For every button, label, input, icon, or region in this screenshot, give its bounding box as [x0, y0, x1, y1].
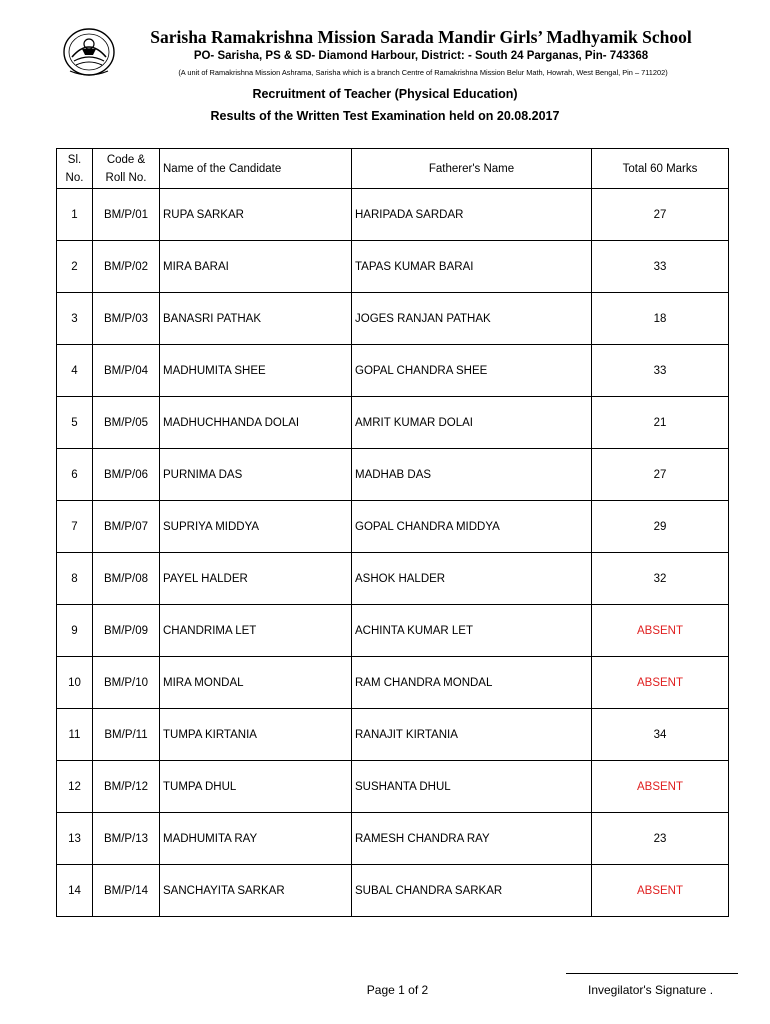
results-table	[56, 148, 729, 917]
cell-sl-no: 7	[57, 501, 93, 553]
cell-father-name: AMRIT KUMAR DOLAI	[352, 397, 592, 449]
table-row	[57, 865, 729, 917]
school-emblem-icon	[62, 27, 116, 77]
cell-sl-no: 4	[57, 345, 93, 397]
table-row	[57, 553, 729, 605]
cell-roll-no: BM/P/13	[93, 813, 160, 865]
cell-roll-no: BM/P/08	[93, 553, 160, 605]
cell-father-name: GOPAL CHANDRA SHEE	[352, 345, 592, 397]
cell-total-marks: 27	[592, 189, 729, 241]
table-row	[57, 657, 729, 709]
cell-candidate-name: BANASRI PATHAK	[160, 293, 352, 345]
cell-roll-no: BM/P/03	[93, 293, 160, 345]
cell-roll-no: BM/P/12	[93, 761, 160, 813]
table-row	[57, 605, 729, 657]
table-row	[57, 397, 729, 449]
cell-roll-no: BM/P/04	[93, 345, 160, 397]
cell-sl-no: 5	[57, 397, 93, 449]
cell-total-marks: ABSENT	[592, 657, 729, 709]
cell-candidate-name: MADHUMITA RAY	[160, 813, 352, 865]
table-row	[57, 345, 729, 397]
table-row	[57, 293, 729, 345]
cell-total-marks: 33	[592, 345, 729, 397]
cell-candidate-name: MIRA BARAI	[160, 241, 352, 293]
cell-total-marks: 23	[592, 813, 729, 865]
cell-sl-no: 2	[57, 241, 93, 293]
cell-roll-no: BM/P/01	[93, 189, 160, 241]
header-father-name: Fatherer's Name	[352, 149, 592, 189]
cell-total-marks: 29	[592, 501, 729, 553]
cell-candidate-name: CHANDRIMA LET	[160, 605, 352, 657]
results-body	[57, 189, 729, 917]
signature-line	[566, 973, 738, 974]
cell-candidate-name: TUMPA KIRTANIA	[160, 709, 352, 761]
cell-father-name: GOPAL CHANDRA MIDDYA	[352, 501, 592, 553]
cell-roll-no: BM/P/09	[93, 605, 160, 657]
cell-father-name: JOGES RANJAN PATHAK	[352, 293, 592, 345]
header-code-line1: Code &	[106, 153, 146, 166]
page-number: Page 1 of 2	[366, 983, 429, 997]
cell-sl-no: 1	[57, 189, 93, 241]
cell-candidate-name: SANCHAYITA SARKAR	[160, 865, 352, 917]
cell-sl-no: 10	[57, 657, 93, 709]
cell-total-marks: 34	[592, 709, 729, 761]
cell-sl-no: 3	[57, 293, 93, 345]
cell-father-name: SUBAL CHANDRA SARKAR	[352, 865, 592, 917]
cell-father-name: RAM CHANDRA MONDAL	[352, 657, 592, 709]
cell-father-name: ACHINTA KUMAR LET	[352, 605, 592, 657]
cell-sl-no: 14	[57, 865, 93, 917]
cell-candidate-name: SUPRIYA MIDDYA	[160, 501, 352, 553]
cell-father-name: RAMESH CHANDRA RAY	[352, 813, 592, 865]
cell-sl-no: 13	[57, 813, 93, 865]
header-code-roll	[93, 149, 160, 189]
cell-candidate-name: MIRA MONDAL	[160, 657, 352, 709]
cell-roll-no: BM/P/02	[93, 241, 160, 293]
cell-roll-no: BM/P/05	[93, 397, 160, 449]
cell-sl-no: 11	[57, 709, 93, 761]
table-header-row	[57, 149, 729, 189]
cell-total-marks: ABSENT	[592, 605, 729, 657]
cell-candidate-name: MADHUCHHANDA DOLAI	[160, 397, 352, 449]
cell-candidate-name: PURNIMA DAS	[160, 449, 352, 501]
invigilator-signature-label: Invegilator's Signature .	[588, 983, 714, 997]
header-sl-line2: No.	[65, 171, 84, 184]
school-address: PO- Sarisha, PS & SD- Diamond Harbour, District: - South 24 Parganas, Pin- 743368	[193, 50, 649, 62]
header-candidate-name: Name of the Candidate	[160, 149, 352, 189]
cell-father-name: SUSHANTA DHUL	[352, 761, 592, 813]
table-row	[57, 501, 729, 553]
cell-sl-no: 12	[57, 761, 93, 813]
cell-father-name: MADHAB DAS	[352, 449, 592, 501]
cell-roll-no: BM/P/06	[93, 449, 160, 501]
cell-father-name: TAPAS KUMAR BARAI	[352, 241, 592, 293]
cell-total-marks: ABSENT	[592, 865, 729, 917]
cell-roll-no: BM/P/10	[93, 657, 160, 709]
table-row	[57, 709, 729, 761]
results-title: Results of the Written Test Examination held on 20.08.2017	[210, 109, 560, 123]
cell-sl-no: 9	[57, 605, 93, 657]
cell-roll-no: BM/P/14	[93, 865, 160, 917]
cell-father-name: HARIPADA SARDAR	[352, 189, 592, 241]
cell-total-marks: 33	[592, 241, 729, 293]
header-total-marks: Total 60 Marks	[592, 149, 729, 189]
cell-total-marks: 27	[592, 449, 729, 501]
table-row	[57, 813, 729, 865]
header-sl-no	[57, 149, 93, 189]
cell-roll-no: BM/P/11	[93, 709, 160, 761]
cell-candidate-name: PAYEL HALDER	[160, 553, 352, 605]
school-name: Sarisha Ramakrishna Mission Sarada Mandir Girls’ Madhyamik School	[150, 27, 692, 47]
cell-total-marks: 18	[592, 293, 729, 345]
cell-sl-no: 6	[57, 449, 93, 501]
unit-note: (A unit of Ramakrishna Mission Ashrama, Sarisha which is a branch Centre of Ramakrishna Mission Belur Math, Howrah, West Bengal, Pin – 711202)	[178, 68, 668, 77]
cell-sl-no: 8	[57, 553, 93, 605]
header-code-line2: Roll No.	[105, 171, 147, 184]
cell-total-marks: 32	[592, 553, 729, 605]
header-sl-line1: Sl.	[67, 153, 82, 166]
table-row	[57, 449, 729, 501]
table-row	[57, 241, 729, 293]
cell-total-marks: 21	[592, 397, 729, 449]
cell-father-name: ASHOK HALDER	[352, 553, 592, 605]
cell-candidate-name: TUMPA DHUL	[160, 761, 352, 813]
cell-candidate-name: RUPA SARKAR	[160, 189, 352, 241]
cell-roll-no: BM/P/07	[93, 501, 160, 553]
cell-total-marks: ABSENT	[592, 761, 729, 813]
cell-father-name: RANAJIT KIRTANIA	[352, 709, 592, 761]
table-row	[57, 761, 729, 813]
table-row	[57, 189, 729, 241]
cell-candidate-name: MADHUMITA SHEE	[160, 345, 352, 397]
recruitment-title: Recruitment of Teacher (Physical Education)	[252, 87, 518, 101]
